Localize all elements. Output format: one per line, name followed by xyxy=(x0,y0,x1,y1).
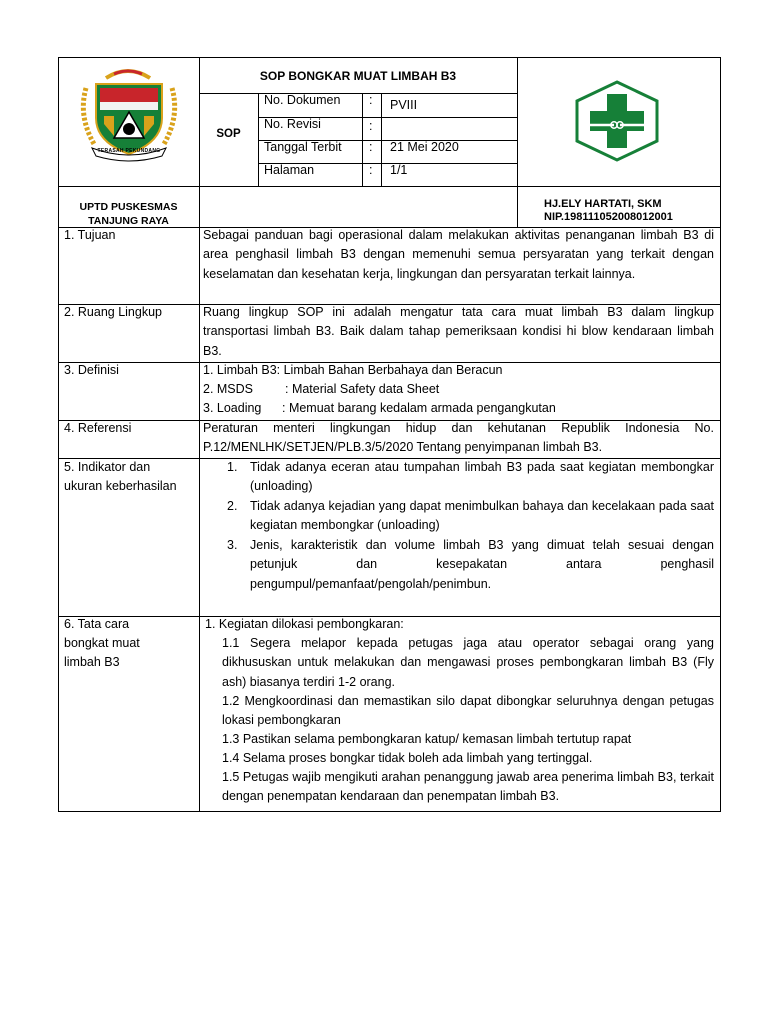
section-label-tata-cara: 6. Tata cara xyxy=(64,617,130,631)
document-title: SOP BONGKAR MUAT LIMBAH B3 xyxy=(259,69,457,83)
procedure-step: 1.1 Segera melapor kepada petugas jaga atau operator sebagai orang yang dikhususkan untuk melakukan dan mengawasi proses pembongkaran limbah B3 (Fly ash) biasanya terdiri 1-2 orang. xyxy=(222,636,714,689)
section-label-referensi: 4. Referensi xyxy=(64,421,132,435)
emblem-motto: TERASAH PEKUNDANG xyxy=(97,148,161,154)
meta-sep: : xyxy=(369,140,373,154)
meta-value-halaman: 1/1 xyxy=(390,163,408,177)
table-border-right xyxy=(720,57,721,812)
meta-sep: : xyxy=(369,93,373,107)
section-label-tata-cara: limbah B3 xyxy=(64,655,120,669)
section-label-tujuan: 1. Tujuan xyxy=(64,228,116,242)
meta-sep: : xyxy=(369,119,373,133)
table-border-top xyxy=(58,57,720,58)
header-rule xyxy=(199,93,517,94)
column-divider xyxy=(199,57,200,812)
list-number: 1. xyxy=(227,460,238,474)
sop-label: SOP xyxy=(216,128,241,140)
procedure-step: 1.2 Mengkoordinasi dan memastikan silo dapat dibongkar seluruhnya dengan petugas lokasi pembongkaran xyxy=(222,694,714,728)
section-text-tujuan: Sebagai panduan bagi operasional dalam melakukan aktivitas penanganan limbah B3 di area penghasil limbah B3 dengan memenuhi semua persyaratan yang terkait dengan keselamatan dan kesehatan kerja, lingkungan dan persyaratan terkait lainnya. xyxy=(203,228,714,281)
signer-name: HJ.ELY HARTATI, SKM xyxy=(544,198,662,210)
list-number: 3. xyxy=(227,538,238,552)
organization-name-line2: TANJUNG RAYA xyxy=(88,215,169,227)
definition-term: 2. MSDS xyxy=(203,382,254,396)
section-label-indikator: ukuran keberhasilan xyxy=(64,479,177,493)
meta-label-tanggal-terbit: Tanggal Terbit xyxy=(264,140,342,154)
signer-nip: NIP.198111052008012001 xyxy=(544,211,673,223)
definition-term: 1. Limbah B3: Limbah Bahan Berbahaya dan Beracun xyxy=(203,363,503,377)
meta-label-no-dokumen: No. Dokumen xyxy=(264,93,341,107)
procedure-step: 1.4 Selama proses bongkar tidak boleh ada limbah yang tertinggal. xyxy=(222,751,593,765)
procedure-heading: 1. Kegiatan dilokasi pembongkaran: xyxy=(205,617,404,631)
definition-desc: : Memuat barang kedalam armada pengangkutan xyxy=(282,401,556,415)
meta-label-no-revisi: No. Revisi xyxy=(264,117,321,131)
meta-value-tanggal-terbit: 21 Mei 2020 xyxy=(390,140,459,154)
meta-label-halaman: Halaman xyxy=(264,163,315,177)
definition-term: 3. Loading xyxy=(203,401,262,415)
indicator-item: Tidak adanya kejadian yang dapat menimbulkan bahaya dan kecelakaan pada saat kegiatan membongkar (unloading) xyxy=(250,499,714,533)
list-number: 2. xyxy=(227,499,238,513)
header-divider xyxy=(381,93,382,186)
header-divider xyxy=(362,93,363,186)
header-divider xyxy=(258,93,259,186)
section-text-ruang-lingkup: Ruang lingkup SOP ini adalah mengatur tata cara muat limbah B3 dalam lingkup transportasi limbah B3. Baik dalam tahap pemeriksaan kondisi hi blow kendaraan limbah B3. xyxy=(203,305,714,358)
table-border-left xyxy=(58,57,59,812)
header-rule xyxy=(58,186,720,187)
procedure-step: 1.3 Pastikan selama pembongkaran katup/ kemasan limbah tertutup rapat xyxy=(222,732,632,746)
section-label-definisi: 3. Definisi xyxy=(64,363,119,377)
section-text-referensi: Peraturan menteri lingkungan hidup dan kehutanan Republik Indonesia No. P.12/MENLHK/SETJEN/PLB.3/5/2020 Tentang penyimpanan limbah B3. xyxy=(203,421,714,455)
meta-sep: : xyxy=(369,163,373,177)
section-label-ruang-lingkup: 2. Ruang Lingkup xyxy=(64,305,162,319)
section-label-indikator: 5. Indikator dan xyxy=(64,460,151,474)
meta-value-no-dokumen: PVIII xyxy=(390,98,418,112)
organization-name-line1: UPTD PUSKESMAS xyxy=(79,201,178,213)
table-border-bottom xyxy=(58,811,720,812)
indicator-item: Tidak adanya eceran atau tumpahan limbah B3 pada saat kegiatan membongkar (unloading) xyxy=(250,460,714,494)
puskesmas-logo xyxy=(574,80,660,162)
procedure-step: 1.5 Petugas wajib mengikuti arahan penanggung jawab area penerima limbah B3, terkait dengan penempatan kendaraan dan penempatan limbah B3. xyxy=(222,770,714,804)
indicator-item: Jenis, karakteristik dan volume limbah B3 yang dimuat telah sesuai dengan petunjuk dan kesepakatan antara penghasil pengumpul/pemanfaat/pengolah/penimbun. xyxy=(250,538,714,591)
header-divider xyxy=(517,57,518,227)
section-label-tata-cara: bongkat muat xyxy=(64,636,140,650)
definition-desc: : Material Safety data Sheet xyxy=(285,382,440,396)
